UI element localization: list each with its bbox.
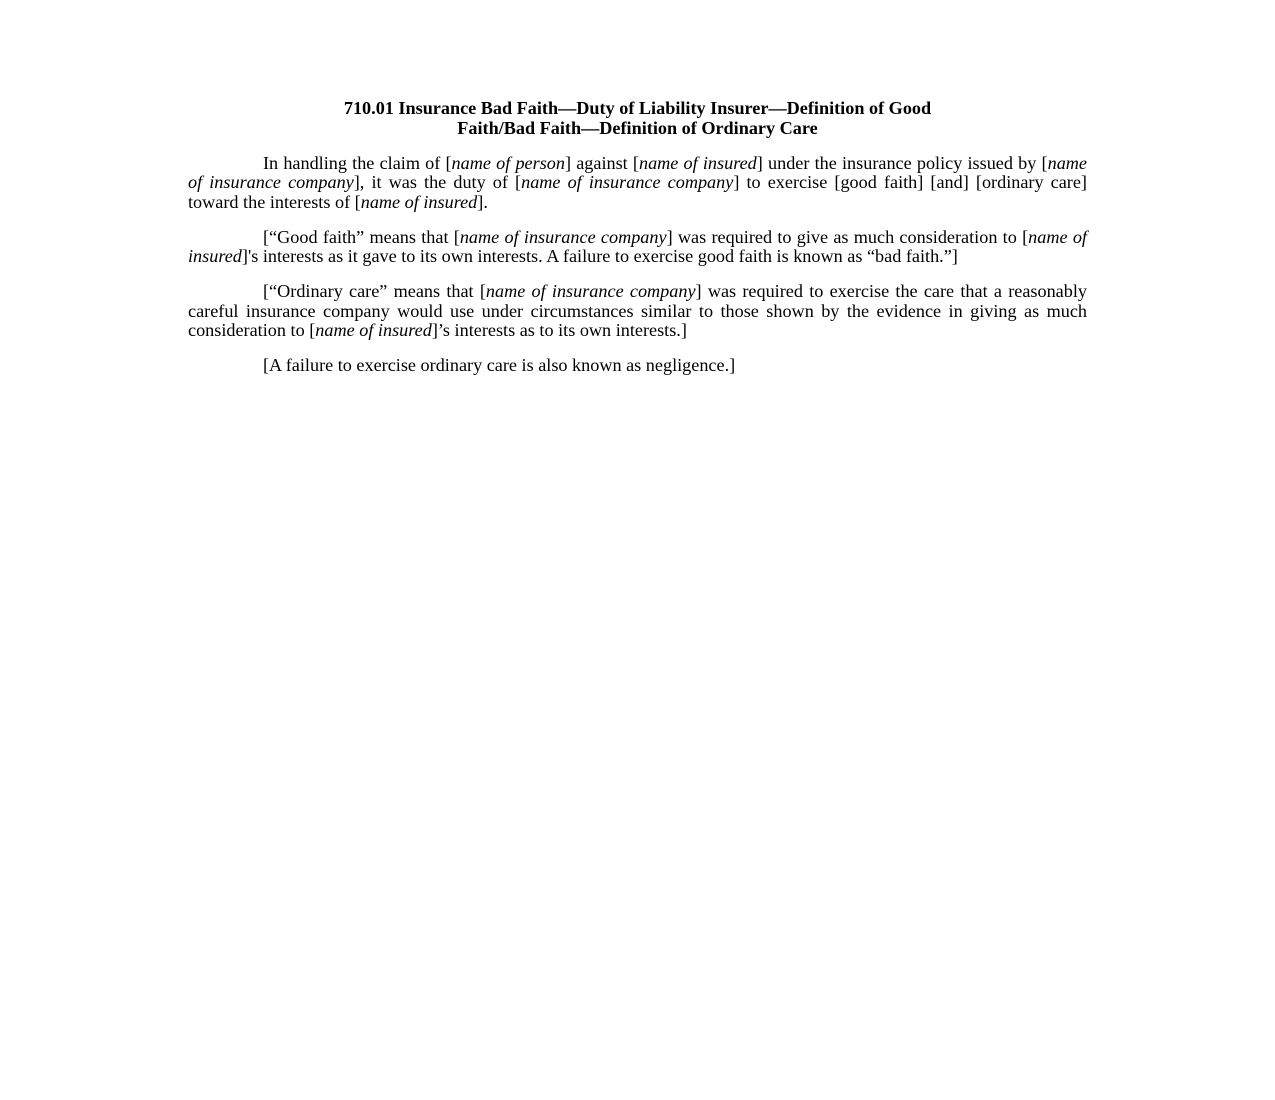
paragraph-text: In handling the claim of [ — [263, 153, 452, 173]
paragraph-text: [“Ordinary care” means that [ — [263, 281, 486, 302]
paragraph-text: ]'s interests as it gave to its own interests. A failure to exercise good faith is known as “bad faith.”] — [241, 246, 958, 267]
placeholder-text: name of insured — [360, 191, 478, 212]
document-body — [188, 154, 1087, 376]
placeholder-text: name of insured — [638, 153, 757, 173]
paragraph-text: [A failure to exercise ordinary care is also known as negligence.] — [263, 355, 736, 376]
paragraph-text: ]. — [477, 191, 488, 212]
document-page — [188, 99, 1087, 392]
paragraph-text: ] was required to give as much consideration to [ — [666, 226, 1029, 247]
paragraph-4 — [188, 356, 1087, 375]
paragraph-text: ] was required to exercise the care that a reasonably careful insurance company would use under circumstances similar to those shown by the evidence in giving as much consideration to [ — [188, 281, 1087, 341]
paragraph-text: ]’s interests as to its own interests.] — [431, 320, 687, 341]
placeholder-text: name of insurance company — [485, 281, 696, 302]
placeholder-text: name of insurance company — [188, 153, 1087, 193]
placeholder-text: name of insurance company — [459, 226, 667, 247]
placeholder-text: name of insured — [315, 320, 432, 341]
paragraph-text: [“Good faith” means that [ — [263, 226, 460, 247]
paragraph-text: ] to exercise [good faith] [and] [ordinary care] toward the interests of [ — [188, 172, 1087, 212]
paragraph-text: ] under the insurance policy issued by [ — [756, 153, 1048, 173]
paragraph-text: ], it was the duty of [ — [353, 172, 522, 193]
placeholder-text: name of insurance company — [521, 172, 734, 193]
document-title — [188, 99, 1087, 138]
title-line-1: 710.01 Insurance Bad Faith—Duty of Liability Insurer—Definition of Good — [343, 98, 932, 118]
placeholder-text: name of person — [451, 153, 565, 173]
paragraph-3 — [188, 282, 1087, 340]
paragraph-1 — [188, 154, 1087, 212]
placeholder-text: name of insured — [188, 226, 1087, 267]
paragraph-2 — [188, 228, 1087, 267]
title-line-2: Faith/Bad Faith—Definition of Ordinary Care — [457, 117, 818, 138]
paragraph-text: ] against [ — [564, 153, 639, 173]
